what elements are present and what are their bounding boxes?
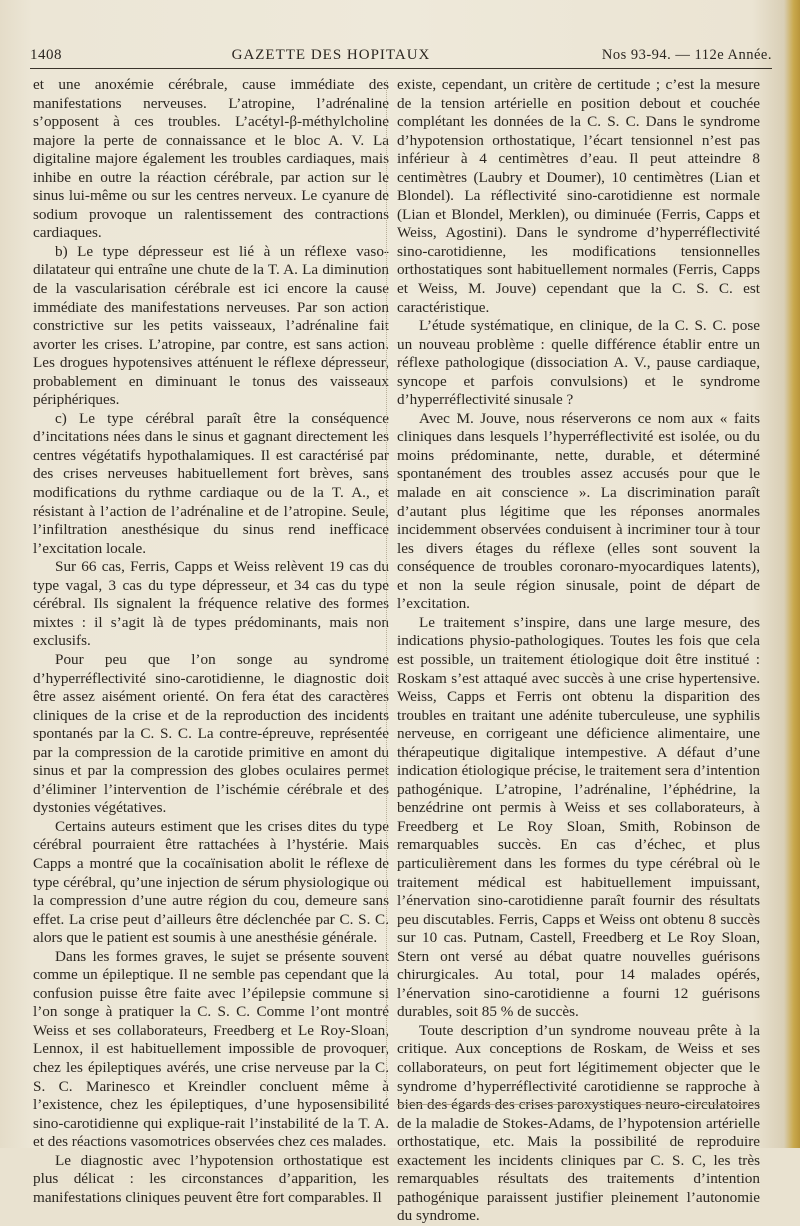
paragraph: Le diagnostic avec l’hypotension orthostatique est plus délicat : les circonstances d’apparition, les manifestations cliniques peuvent être fort comparables. Il xyxy=(33,1151,389,1206)
paragraph: c) Le type cérébral paraît être la conséquence d’incitations nées dans le sinus et gagnant directement les centres végétatifs hypothalamiques. Il est caractérisé par des crises nerveuses habituellement fort brèves, sans modifications du rythme cardiaque ou de la T. A., et résistant à l’action de l’adrénaline et de l’atropine. Seule, l’infiltration anesthésique du sinus rend inefficace l’excitation locale. xyxy=(33,409,389,557)
paragraph: et une anoxémie cérébrale, cause immédiate des manifestations nerveuses. L’atropine, l’adrénaline s’opposent à ces troubles. L’acétyl-β-méthylcholine majore la perte de connaissance et le bloc A. V. La digitaline majore également les troubles cardiaques, mais inhibe en outre la réaction cérébrale, par action sur le sinus lui-même ou sur les centres nerveux. Le cyanure de sodium provoque un ralentissement des contractions cardiaques. xyxy=(33,76,389,242)
paragraph: existe, cependant, un critère de certitude ; c’est la mesure de la tension artérielle en position debout et couchée complétant les données de la C. S. C. Dans le syndrome d’hypotension orthostatique, l’écart tensionnel n’est pas inférieur à 4 centimètres d’eau. Il peut atteindre 8 centimètres (Laubry et Doumer), 10 centimètres (Lian et Blondel). La réflectivité sino-carotidienne est normale (Lian et Blondel, Merklen), ou diminuée (Ferris, Capps et Weiss, Agostini). Dans le syndrome d’hyperréflectivité sino-carotidienne, les modifications tensionnelles orthostatiques sont habituellement normales (Ferris, Capps et Weiss, M. Jouve) cependant que la C. S. C. est caractéristique. xyxy=(397,76,760,316)
paragraph: Dans les formes graves, le sujet se présente souvent comme un épileptique. Il ne semble pas cependant que la confusion puisse être faite avec l’épilepsie commune si l’on songe à pratiquer la C. S. C. Comme l’ont montré Weiss et ses collaborateurs, Freedberg et Le Roy-Sloan, Lennox, il est habituellement impossible de provoquer, chez les épileptiques avérés, une crise nerveuse par la C. S. C. Marinesco et Kreindler concluent même à l’existence, chez les épileptiques, d’une hyposensibilité sino-carotidienne qui explique-rait l’instabilité de la T. A. et des réactions vasomotrices observées chez ces malades. xyxy=(33,947,389,1151)
left-column xyxy=(33,76,389,1207)
header-rule xyxy=(30,68,772,69)
paragraph: Toute description d’un syndrome nouveau prête à la critique. Aux conceptions de Roskam, de Weiss et ses collaborateurs, on peut fort légitimement objecter que le syndrome d’hyperréflectivité carotidienne se rapproche à bien des égards des crises paroxystiques neuro-circulatoires de la maladie de Stokes-Adams, de l’hypotension artérielle orthostatique, etc. Mais la possibilité de reproduire exactement les incidents cliniques par C. S. C, les très remarquables résultats des traitements d’intention pathogénique paraissent justifier pleinement l’autonomie du syndrome. xyxy=(397,1021,760,1225)
paragraph: Certains auteurs estiment que les crises dites du type cérébral pourraient être rattachées à l’hystérie. Mais Capps a montré que la cocaïnisation abolit le réflexe de type cérébral, qu’une injection de sérum physiologique ou la compression d’une autre région du cou, demeure sans effet. La crise peut d’ailleurs être déclenchée par C. S. C. alors que le patient est soumis à une anesthésie générale. xyxy=(33,817,389,947)
paragraph: Le traitement s’inspire, dans une large mesure, des indications physio-pathologiques. Toutes les fois que cela est possible, un traitement étiologique doit être institué : Roskam s’est attaqué avec succès à une crise hypertensive. Weiss, Capps et Ferris ont obtenu la disparition des troubles en traitant une adénite tuberculeuse, une syphilis nerveuse, en corrigeant une déficience alimentaire, une thérapeutique digitalique intempestive. A défaut d’une indication étiologique précise, le traitement sera d’intention pathogénique. L’atropine, l’adrénaline, l’éphédrine, la benzédrine ont permis à Weiss et ses collaborateurs, à Freedberg et Le Roy Sloan, Smith, Robinson de remarquables succès. En cas d’échec, et plus particulièrement dans les formes du type cérébral où le traitement médical est habituellement impuissant, l’énervation sino-carotidienne paraît fournir des résultats peu discutables. Ferris, Capps et Weiss ont obtenu 8 succès sur 10 cas. Putnam, Castell, Freedberg et Le Roy Sloan, Stern ont versé au débat quatre nouvelles guérisons chirurgicales. Au total, pour 14 malades opérés, l’énervation sino-carotidienne a fourni 12 guérisons durables, soit 85 % de succès. xyxy=(397,613,760,1021)
issue-info: Nos 93-94. — 112e Année. xyxy=(601,47,772,63)
right-column xyxy=(397,76,760,1226)
footer-rule xyxy=(397,1104,760,1105)
paragraph: Avec M. Jouve, nous réserverons ce nom aux « faits cliniques dans lesquels l’hyperréflectivité est isolée, ou du moins prédominante, nette, durable, et déterminé spontanément des troubles assez accusés pour que le malade en ait conscience ». La discrimination paraît d’autant plus légitime que les réponses anormales incidemment observées conduisent à incriminer tour à tour les divers étages du réflexe (elles sont souvent la conséquence de troubles coronaro-myocardiques latents), et non la seule région sinusale, point de départ de l’excitation. xyxy=(397,409,760,613)
paragraph: b) Le type dépresseur est lié à un réflexe vaso-dilatateur qui entraîne une chute de la T. A. La diminution de la vascularisation cérébrale est ici encore la cause immédiate des manifestations nerveuses. Par son action constrictive sur les petits vaisseaux, l’adrénaline fait avorter les crises. L’atropine, par contre, est sans action. Les drogues hypotensives atténuent le réflexe dépresseur, probablement en diminuant le tonus des vaisseaux périphériques. xyxy=(33,242,389,409)
paragraph: Pour peu que l’on songe au syndrome d’hyperréflectivité sino-carotidienne, le diagnostic doit être assez aisément orienté. On fera état des caractères cliniques de la crise et de la reproduction des incidents spontanés par la C. S. C. La contre-épreuve, représentée par la compression de la carotide primitive en amont du sinus et par la compression des globes oculaires permet d’éliminer l’intervention de l’ischémie cérébrale et des dystonies végétatives. xyxy=(33,650,389,817)
paragraph: L’étude systématique, en clinique, de la C. S. C. pose un nouveau problème : quelle différence établir entre un réflexe pathologique (dissociation A. V., pause cardiaque, syncope et parfois convulsions) et le syndrome d’hyperréflectivité sinusale ? xyxy=(397,317,760,409)
journal-title: GAZETTE DES HOPITAUX xyxy=(231,47,431,63)
column-divider xyxy=(386,80,387,1105)
page-number: 1408 xyxy=(30,47,62,63)
paragraph: Sur 66 cas, Ferris, Capps et Weiss relèvent 19 cas du type vagal, 3 cas du type dépresseur, et 34 cas du type cérébral. Ils signalent la fréquence relative des formes mixtes : il s’agit là de types prédominants, mais non exclusifs. xyxy=(33,558,389,650)
page-header xyxy=(30,42,772,64)
